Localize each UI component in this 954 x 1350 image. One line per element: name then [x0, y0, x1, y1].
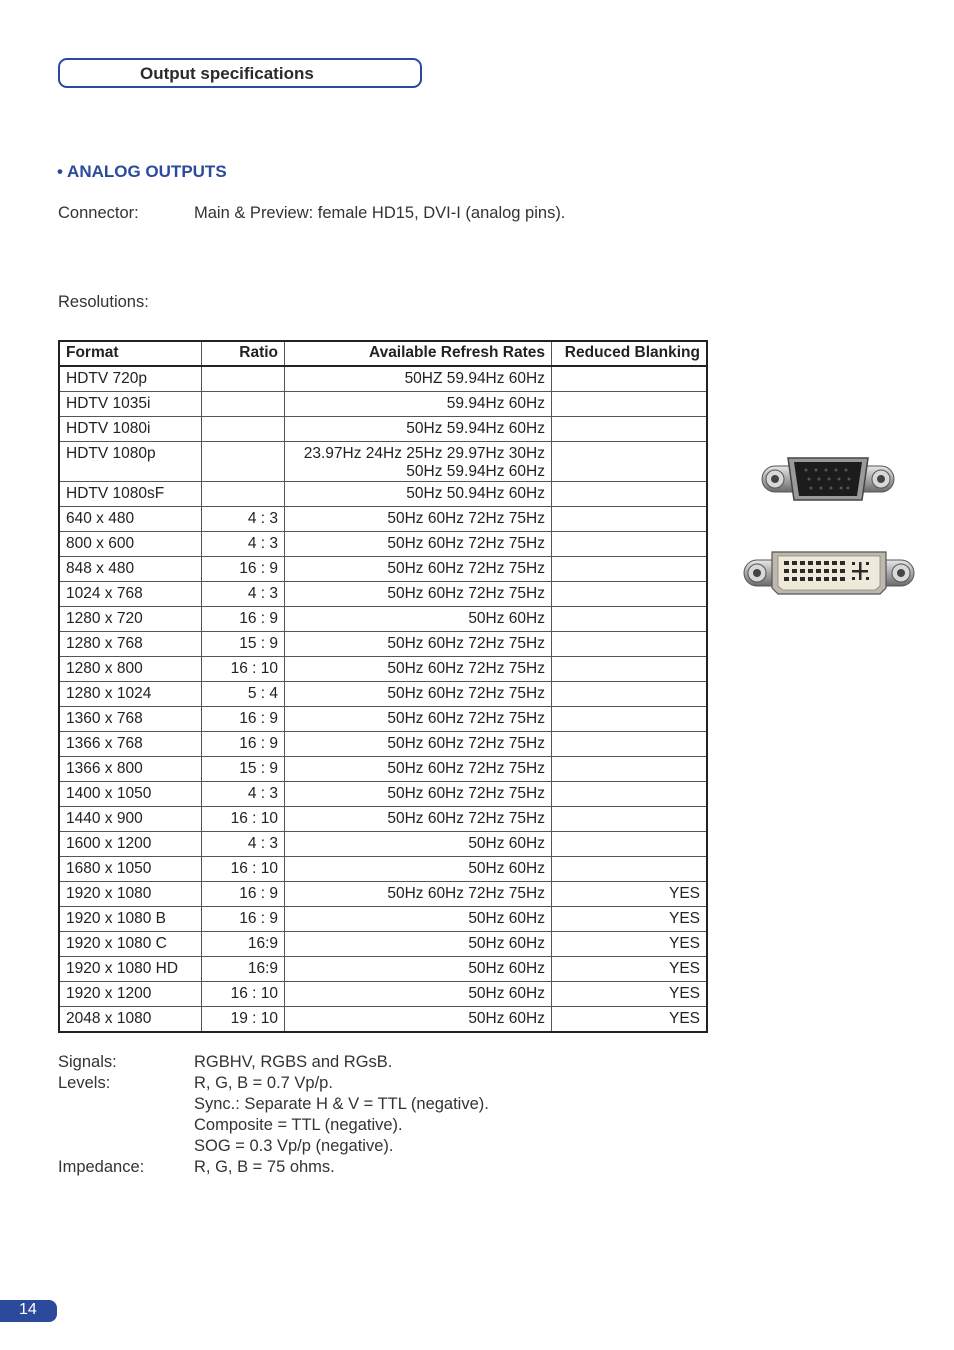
table-row	[59, 707, 707, 732]
refresh-rates-cell	[285, 907, 552, 932]
ratio-cell: 16 : 9	[202, 557, 285, 582]
format-cell: 800 x 600	[59, 532, 202, 557]
format-cell: HDTV 720p	[59, 366, 202, 392]
refresh-rates-line: 50Hz 59.94Hz 60Hz	[406, 463, 545, 480]
format-cell: 2048 x 1080	[59, 1007, 202, 1033]
refresh-rates-cell	[285, 392, 552, 417]
table-row	[59, 957, 707, 982]
format-cell: HDTV 1080sF	[59, 482, 202, 507]
levels-line: SOG = 0.3 Vp/p (negative).	[194, 1137, 394, 1155]
ratio-cell: 16 : 9	[202, 607, 285, 632]
ratio-cell	[202, 482, 285, 507]
table-row	[59, 832, 707, 857]
table-row	[59, 882, 707, 907]
table-row	[59, 807, 707, 832]
refresh-rates-cell	[285, 557, 552, 582]
ratio-cell	[202, 442, 285, 482]
levels-label: Levels:	[58, 1074, 111, 1092]
table-row	[59, 557, 707, 582]
vga-connector-image	[760, 452, 896, 506]
resolutions-label: Resolutions:	[58, 293, 149, 311]
refresh-rates-cell	[285, 982, 552, 1007]
header-format: Format	[59, 341, 202, 366]
connector-value: Main & Preview: female HD15, DVI-I (analog pins).	[194, 204, 566, 222]
impedance-value: R, G, B = 75 ohms.	[194, 1158, 335, 1176]
refresh-rates-cell	[285, 832, 552, 857]
format-cell: 1280 x 768	[59, 632, 202, 657]
reduced-blanking-cell	[552, 607, 708, 632]
signals-label: Signals:	[58, 1053, 117, 1071]
table-row	[59, 417, 707, 442]
format-cell: 1920 x 1080 C	[59, 932, 202, 957]
table-row	[59, 582, 707, 607]
format-cell: 640 x 480	[59, 507, 202, 532]
ratio-cell: 4 : 3	[202, 532, 285, 557]
ratio-cell: 16 : 9	[202, 882, 285, 907]
table-row	[59, 607, 707, 632]
reduced-blanking-cell	[552, 732, 708, 757]
header-refresh-rates: Available Refresh Rates	[285, 341, 552, 366]
ratio-cell: 15 : 9	[202, 757, 285, 782]
format-cell: 1440 x 900	[59, 807, 202, 832]
refresh-rates-cell	[285, 682, 552, 707]
refresh-rates-cell	[285, 957, 552, 982]
header-ratio: Ratio	[202, 341, 285, 366]
refresh-rates-cell	[285, 417, 552, 442]
refresh-rates-line: 50Hz 60Hz	[468, 835, 545, 852]
reduced-blanking-cell	[552, 857, 708, 882]
ratio-cell: 16 : 10	[202, 657, 285, 682]
refresh-rates-cell	[285, 442, 552, 482]
table-row	[59, 907, 707, 932]
refresh-rates-line: 50Hz 60Hz	[468, 935, 545, 952]
table-row	[59, 782, 707, 807]
reduced-blanking-cell	[552, 632, 708, 657]
reduced-blanking-cell: YES	[552, 882, 708, 907]
ratio-cell: 16 : 9	[202, 707, 285, 732]
ratio-cell: 16 : 10	[202, 857, 285, 882]
reduced-blanking-cell	[552, 782, 708, 807]
signal-spec-values	[194, 1052, 489, 1178]
table-row	[59, 632, 707, 657]
reduced-blanking-cell	[552, 582, 708, 607]
reduced-blanking-cell	[552, 366, 708, 392]
reduced-blanking-cell	[552, 557, 708, 582]
refresh-rates-cell	[285, 732, 552, 757]
ratio-cell: 4 : 3	[202, 582, 285, 607]
format-cell: 1366 x 800	[59, 757, 202, 782]
refresh-rates-cell	[285, 807, 552, 832]
ratio-cell: 19 : 10	[202, 1007, 285, 1033]
table-row	[59, 932, 707, 957]
reduced-blanking-cell	[552, 682, 708, 707]
refresh-rates-line: 59.94Hz 60Hz	[446, 395, 545, 412]
refresh-rates-cell	[285, 366, 552, 392]
ratio-cell: 16 : 10	[202, 807, 285, 832]
table-row	[59, 982, 707, 1007]
refresh-rates-cell	[285, 1007, 552, 1033]
ratio-cell: 15 : 9	[202, 632, 285, 657]
format-cell: HDTV 1080p	[59, 442, 202, 482]
format-cell: 1920 x 1080 HD	[59, 957, 202, 982]
refresh-rates-cell	[285, 582, 552, 607]
refresh-rates-line: 50Hz 60Hz 72Hz 75Hz	[387, 660, 545, 677]
levels-line: Sync.: Separate H & V = TTL (negative).	[194, 1095, 489, 1113]
reduced-blanking-cell	[552, 757, 708, 782]
signals-value: RGBHV, RGBS and RGsB.	[194, 1053, 393, 1071]
reduced-blanking-cell: YES	[552, 957, 708, 982]
refresh-rates-line: 50Hz 60Hz 72Hz 75Hz	[387, 635, 545, 652]
section-title-tab	[58, 58, 422, 88]
refresh-rates-line: 50Hz 50.94Hz 60Hz	[406, 485, 545, 502]
ratio-cell: 4 : 3	[202, 832, 285, 857]
reduced-blanking-cell	[552, 507, 708, 532]
connector-label: Connector:	[58, 204, 139, 222]
refresh-rates-line: 50Hz 60Hz 72Hz 75Hz	[387, 560, 545, 577]
refresh-rates-line: 50Hz 60Hz 72Hz 75Hz	[387, 785, 545, 802]
page-number-badge	[0, 1300, 57, 1322]
format-cell: 1920 x 1080 B	[59, 907, 202, 932]
table-row	[59, 482, 707, 507]
refresh-rates-cell	[285, 857, 552, 882]
reduced-blanking-cell	[552, 482, 708, 507]
refresh-rates-cell	[285, 532, 552, 557]
table-row	[59, 532, 707, 557]
reduced-blanking-cell: YES	[552, 907, 708, 932]
impedance-label: Impedance:	[58, 1158, 145, 1176]
refresh-rates-line: 50Hz 60Hz 72Hz 75Hz	[387, 760, 545, 777]
table-row	[59, 657, 707, 682]
reduced-blanking-cell	[552, 532, 708, 557]
reduced-blanking-cell	[552, 807, 708, 832]
refresh-rates-cell	[285, 507, 552, 532]
refresh-rates-cell	[285, 757, 552, 782]
refresh-rates-line: 50Hz 60Hz 72Hz 75Hz	[387, 710, 545, 727]
format-cell: 1024 x 768	[59, 582, 202, 607]
refresh-rates-line: 50Hz 60Hz 72Hz 75Hz	[387, 735, 545, 752]
format-cell: 1400 x 1050	[59, 782, 202, 807]
table-row	[59, 507, 707, 532]
ratio-cell	[202, 392, 285, 417]
table-row	[59, 732, 707, 757]
refresh-rates-line: 50Hz 60Hz	[468, 910, 545, 927]
ratio-cell: 5 : 4	[202, 682, 285, 707]
header-reduced-blanking: Reduced Blanking	[552, 341, 708, 366]
reduced-blanking-cell	[552, 392, 708, 417]
ratio-cell	[202, 366, 285, 392]
refresh-rates-line: 50Hz 60Hz	[468, 960, 545, 977]
ratio-cell: 16 : 10	[202, 982, 285, 1007]
reduced-blanking-cell: YES	[552, 932, 708, 957]
refresh-rates-cell	[285, 932, 552, 957]
levels-line: Composite = TTL (negative).	[194, 1116, 403, 1134]
table-header-row	[59, 341, 707, 366]
ratio-cell: 16:9	[202, 957, 285, 982]
refresh-rates-line: 50Hz 60Hz	[468, 985, 545, 1002]
analog-outputs-heading: • ANALOG OUTPUTS	[57, 162, 227, 181]
refresh-rates-cell	[285, 657, 552, 682]
refresh-rates-line: 50Hz 60Hz 72Hz 75Hz	[387, 810, 545, 827]
refresh-rates-cell	[285, 707, 552, 732]
reduced-blanking-cell: YES	[552, 1007, 708, 1033]
ratio-cell: 16:9	[202, 932, 285, 957]
refresh-rates-line: 50Hz 60Hz 72Hz 75Hz	[387, 885, 545, 902]
format-cell: 1920 x 1200	[59, 982, 202, 1007]
refresh-rates-cell	[285, 882, 552, 907]
dvi-connector-image	[742, 548, 916, 598]
reduced-blanking-cell	[552, 442, 708, 482]
levels-line: R, G, B = 0.7 Vp/p.	[194, 1074, 333, 1092]
refresh-rates-line: 50Hz 60Hz	[468, 610, 545, 627]
format-cell: 848 x 480	[59, 557, 202, 582]
table-row	[59, 392, 707, 417]
reduced-blanking-cell	[552, 707, 708, 732]
format-cell: 1920 x 1080	[59, 882, 202, 907]
format-cell: 1280 x 800	[59, 657, 202, 682]
ratio-cell: 4 : 3	[202, 507, 285, 532]
format-cell: 1360 x 768	[59, 707, 202, 732]
ratio-cell: 16 : 9	[202, 907, 285, 932]
refresh-rates-line: 50Hz 60Hz 72Hz 75Hz	[387, 535, 545, 552]
reduced-blanking-cell	[552, 657, 708, 682]
ratio-cell: 4 : 3	[202, 782, 285, 807]
table-row	[59, 857, 707, 882]
ratio-cell	[202, 417, 285, 442]
table-body	[59, 366, 707, 1032]
section-title: Output specifications	[140, 64, 314, 83]
refresh-rates-line: 50HZ 59.94Hz 60Hz	[404, 370, 545, 387]
refresh-rates-cell	[285, 607, 552, 632]
refresh-rates-cell	[285, 782, 552, 807]
refresh-rates-line: 50Hz 60Hz 72Hz 75Hz	[387, 510, 545, 527]
format-cell: 1600 x 1200	[59, 832, 202, 857]
table-row	[59, 442, 707, 482]
signal-spec-labels	[58, 1052, 144, 1178]
format-cell: 1680 x 1050	[59, 857, 202, 882]
reduced-blanking-cell	[552, 417, 708, 442]
table-row	[59, 366, 707, 392]
format-cell: HDTV 1035i	[59, 392, 202, 417]
table-row	[59, 1007, 707, 1033]
refresh-rates-line: 23.97Hz 24Hz 25Hz 29.97Hz 30Hz	[303, 445, 545, 462]
table-row	[59, 757, 707, 782]
refresh-rates-line: 50Hz 59.94Hz 60Hz	[406, 420, 545, 437]
refresh-rates-cell	[285, 632, 552, 657]
reduced-blanking-cell: YES	[552, 982, 708, 1007]
refresh-rates-cell	[285, 482, 552, 507]
format-cell: 1366 x 768	[59, 732, 202, 757]
page-number: 14	[19, 1301, 37, 1318]
ratio-cell: 16 : 9	[202, 732, 285, 757]
refresh-rates-line: 50Hz 60Hz 72Hz 75Hz	[387, 585, 545, 602]
format-cell: HDTV 1080i	[59, 417, 202, 442]
refresh-rates-line: 50Hz 60Hz	[468, 860, 545, 877]
resolutions-table	[58, 340, 708, 1033]
reduced-blanking-cell	[552, 832, 708, 857]
format-cell: 1280 x 720	[59, 607, 202, 632]
refresh-rates-line: 50Hz 60Hz 72Hz 75Hz	[387, 685, 545, 702]
refresh-rates-line: 50Hz 60Hz	[468, 1010, 545, 1027]
format-cell: 1280 x 1024	[59, 682, 202, 707]
table-row	[59, 682, 707, 707]
